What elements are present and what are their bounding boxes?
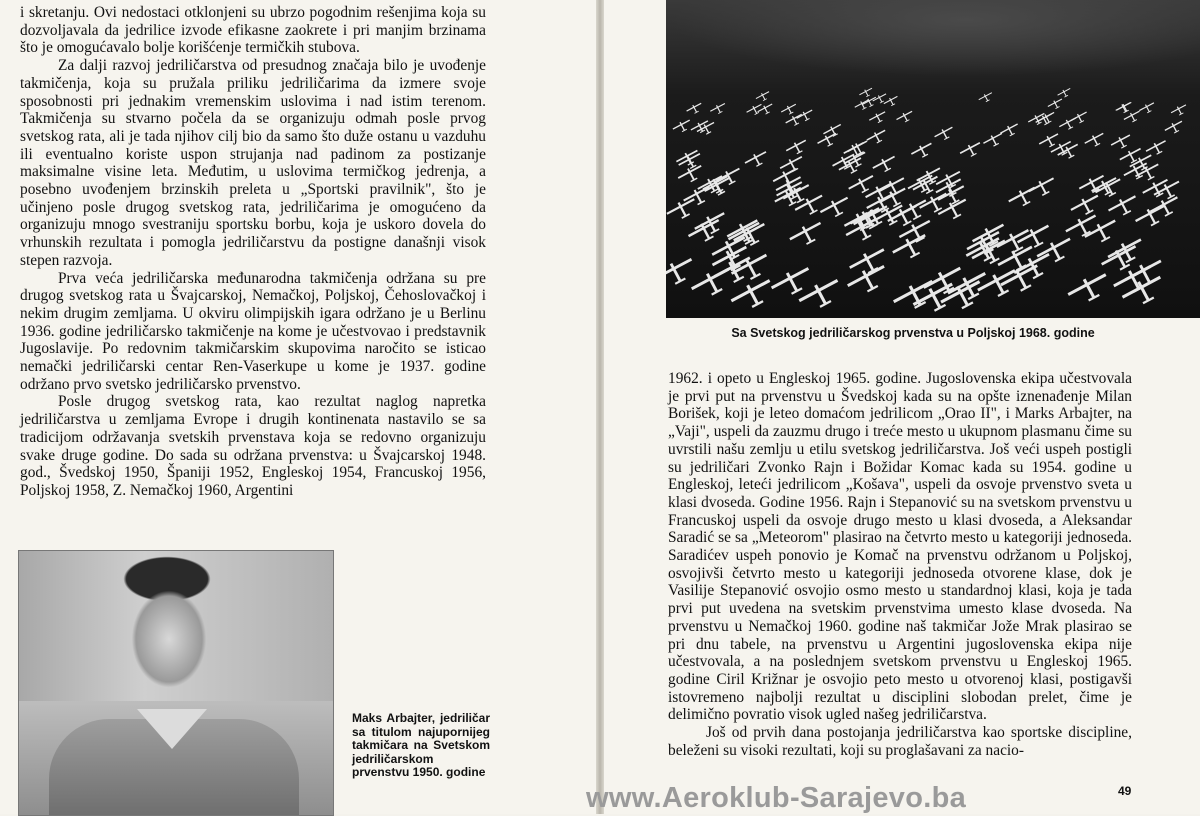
glider-silhouette xyxy=(911,173,942,199)
glider-silhouette xyxy=(1069,192,1103,220)
glider-silhouette xyxy=(666,254,699,291)
paragraph: 1962. i opeto u Engleskoj 1965. godine. Jugoslovenska ekipa učestvovala je prvi put na prvenstvu u Švedskoj kada su na opšte iznenađenje Milan Borišek, koji je leteo domaćom jedrilicom „Orao II", i Marks Arbajter, na „Vaji", uspeli da zauzmu drugo i treće mesto u ukupnom plasmanu čime su uvrstili našu zemlju u etilu svetskog jedriličarstva. Još veći uspeh postigli su jedriličari Zvonko Rajn i Božidar Komac kada su 1954. godine u Engleskoj, leteći jedrilicom „Košava", uspeli da osvoje prvenstvo sveta u klasi dvoseda. Godine 1956. Rajn i Stepanović su na svetskom prvenstvu u Francuskoj uspeli da osvoje drugo mesto u klasi dvoseda, a Aleksandar Saradić se sa „Meteorom" plasirao na četvrto mesto u kategoriji jednoseda. Saradićev uspeh ponovio je Komač na prvenstvu održanom u Poljskoj, osvojivši četvrto mesto u kategoriji jednoseda otvorene klase, dok je Vasilije Stepanović osvojio osmo mesto u standardnoj klasi, koja je tada prvi put uvedena na svetskim prvenstvima umesto klase dvoseda. Na prvenstvu u Nemačkoj 1960. godine naš takmičar Jože Mrak plasirao se pri dnu tabele, na prvenstvu u Argentini jugoslovenska ekipa nije učestvovala, a na poslednjem svetskom prvenstvu u Engleskoj 1965. godine Ciril Križnar je osvojio peto mesto u otvorenoj klasi, postigavši istovremeno najbolji rezultat u disciplini slobodan prelet, čime je delimično povratio visok ugled našeg jedriličarstva. xyxy=(668,370,1132,724)
glider-silhouette xyxy=(1138,101,1157,116)
paragraph: Prva veća jedriličarska međunarodna takmičenja održana su pre drugog svetskog rata u Švajcarskoj, Nemačkoj, Poljskoj, Čehoslovačkoj i nekim drugim zemljama. U okviru olimpijskih igara održano je u Berlinu 1936. godine jedriličarsko takmičenje na kome je učestvovao i predstavnik Jugoslavije. Po redovnim takmičarskim skupovima naročito se isticao nemački jedriličarski centar Ren-Vaserkupe u kome je 1937. godine održano prvo svetsko jedriličarsko prvenstvo. xyxy=(20,269,486,393)
glider-silhouette xyxy=(1145,138,1170,158)
glider-silhouette xyxy=(818,194,853,223)
glider-silhouette xyxy=(890,231,931,265)
book-gutter xyxy=(596,0,604,814)
glider-silhouette xyxy=(910,141,936,162)
glider-silhouette xyxy=(686,216,724,248)
glider-silhouette xyxy=(784,112,804,129)
portrait-caption: Maks Arbajter, jedriličar sa titulom najupornijeg takmičara na Svetskom jedriličarskom prvenstvu 1950. godine xyxy=(352,711,490,779)
glider-silhouette xyxy=(868,110,888,127)
glider-silhouette xyxy=(685,101,704,116)
glider-silhouette xyxy=(788,219,827,251)
glider-silhouette xyxy=(676,163,705,187)
glider-silhouette xyxy=(785,138,810,158)
glider-silhouette xyxy=(1148,193,1183,222)
glider-silhouette xyxy=(865,128,888,147)
glider-silhouette xyxy=(822,122,844,140)
glider-silhouette xyxy=(1035,234,1077,269)
glider-silhouette xyxy=(682,183,715,210)
glider-silhouette xyxy=(1170,103,1189,119)
watermark: www.Aeroklub-Sarajevo.ba xyxy=(586,782,967,814)
glider-silhouette xyxy=(743,149,770,171)
glider-silhouette xyxy=(755,90,772,104)
paragraph: Još od prvih dana postojanja jedriličarstva kao sportske discipline, beleženi su visoki rezultati, koji su proglašavani za nacio- xyxy=(668,724,1132,759)
glider-silhouette xyxy=(871,153,899,176)
glider-silhouette xyxy=(756,102,775,117)
glider-silhouette xyxy=(778,154,806,177)
glider-silhouette xyxy=(959,140,984,161)
glider-silhouette xyxy=(1164,119,1186,137)
glider-silhouette xyxy=(1106,235,1148,270)
glider-silhouette xyxy=(1099,241,1142,277)
glider-silhouette xyxy=(709,101,728,116)
glider-silhouette xyxy=(858,86,874,99)
glider-silhouette xyxy=(1037,110,1057,127)
glider-silhouette xyxy=(1118,146,1144,168)
glider-silhouette xyxy=(918,190,952,218)
paragraph: Posle drugog svetskog rata, kao rezultat naglog napretka jedriličarstva u zemljama Evrope i drugih kontinenata nastavilo se sa tradicijom održavanja svetskih prvenstava koja se redovno organizuju svake druge godine. Do sada su održana prvenstva: u Švajcarskoj 1948. god., Švedskoj 1950, Španiji 1952, Engleskoj 1954, Francuskoj 1956, Poljskoj 1958, Z. Nemačkoj 1960, Argentini xyxy=(20,393,486,499)
glider-silhouette xyxy=(1047,97,1065,112)
paragraph: i skretanju. Ovi nedostaci otklonjeni su ubrzo pogodnim rešenjima koja su dozvoljavala da jedrilice izvode efikasne zaokrete i pri manjim brzinama što je omogućavalo bolje korišćenje termičkih stubova. xyxy=(20,4,486,57)
glider-silhouette xyxy=(933,125,956,144)
paragraph: Za dalji razvoj jedriličarstva od presudnog značaja bilo je uvođenje takmičenja, koja su pružala priliku jedriličarima da izmere svoje sposobnosti pri jednakim vremenskim uslovima i nad istim terenom. Takmičenja su stvarno počela da se organizuju odmah posle prvog svetskog rata, ali je tada njihov cilj bio da samo što duže ostanu u vazduhu ili eventualno koriste uspon strujanja nad padinom za postizanje maksimalne visine leta. Međutim, u uslovima termičkog jedrenja, a posebno uvođenjem brzinskih preleta u „Sportski pravilnik", što je učinjeno posle drugog svetskog rata, jedriličarima je omogućeno da organizuju mnogo svestraniju sportsku borbu, koja je uskoro dovela do vrhunskih rezultata i pomogla jedriličarstvu da postigne današnji visok stepen razvoja. xyxy=(20,57,486,269)
glider-silhouette xyxy=(1070,110,1090,127)
glider-silhouette xyxy=(872,92,889,106)
glider-silhouette xyxy=(780,102,799,117)
gliders-photo xyxy=(666,0,1200,318)
glider-silhouette xyxy=(1064,211,1102,242)
glider-silhouette xyxy=(696,120,718,138)
glider-silhouette xyxy=(999,122,1021,140)
glider-silhouette xyxy=(693,209,731,240)
glider-silhouette xyxy=(1065,269,1113,308)
right-page-text xyxy=(668,370,1132,759)
glider-silhouette xyxy=(796,275,845,315)
glider-silhouette xyxy=(1106,192,1140,220)
glider-silhouette xyxy=(897,217,936,249)
glider-silhouette xyxy=(883,94,900,108)
glider-silhouette xyxy=(978,91,995,105)
gliders-field xyxy=(666,0,1200,318)
gliders-caption: Sa Svetskog jedriličarskog prvenstva u Poljskoj 1968. godine xyxy=(731,326,1095,340)
portrait-photo xyxy=(18,550,334,816)
glider-silhouette xyxy=(1116,100,1134,115)
glider-silhouette xyxy=(725,216,763,248)
glider-silhouette xyxy=(906,172,937,197)
glider-silhouette xyxy=(672,118,693,136)
glider-silhouette xyxy=(1027,175,1059,201)
glider-silhouette xyxy=(1057,87,1073,100)
glider-silhouette xyxy=(982,131,1006,150)
page-number: 49 xyxy=(1118,784,1132,798)
glider-silhouette xyxy=(816,131,840,150)
glider-silhouette xyxy=(666,195,700,224)
glider-silhouette xyxy=(895,109,915,125)
glider-silhouette xyxy=(1083,131,1107,150)
glider-silhouette xyxy=(1110,132,1134,152)
left-page-text xyxy=(20,4,486,500)
